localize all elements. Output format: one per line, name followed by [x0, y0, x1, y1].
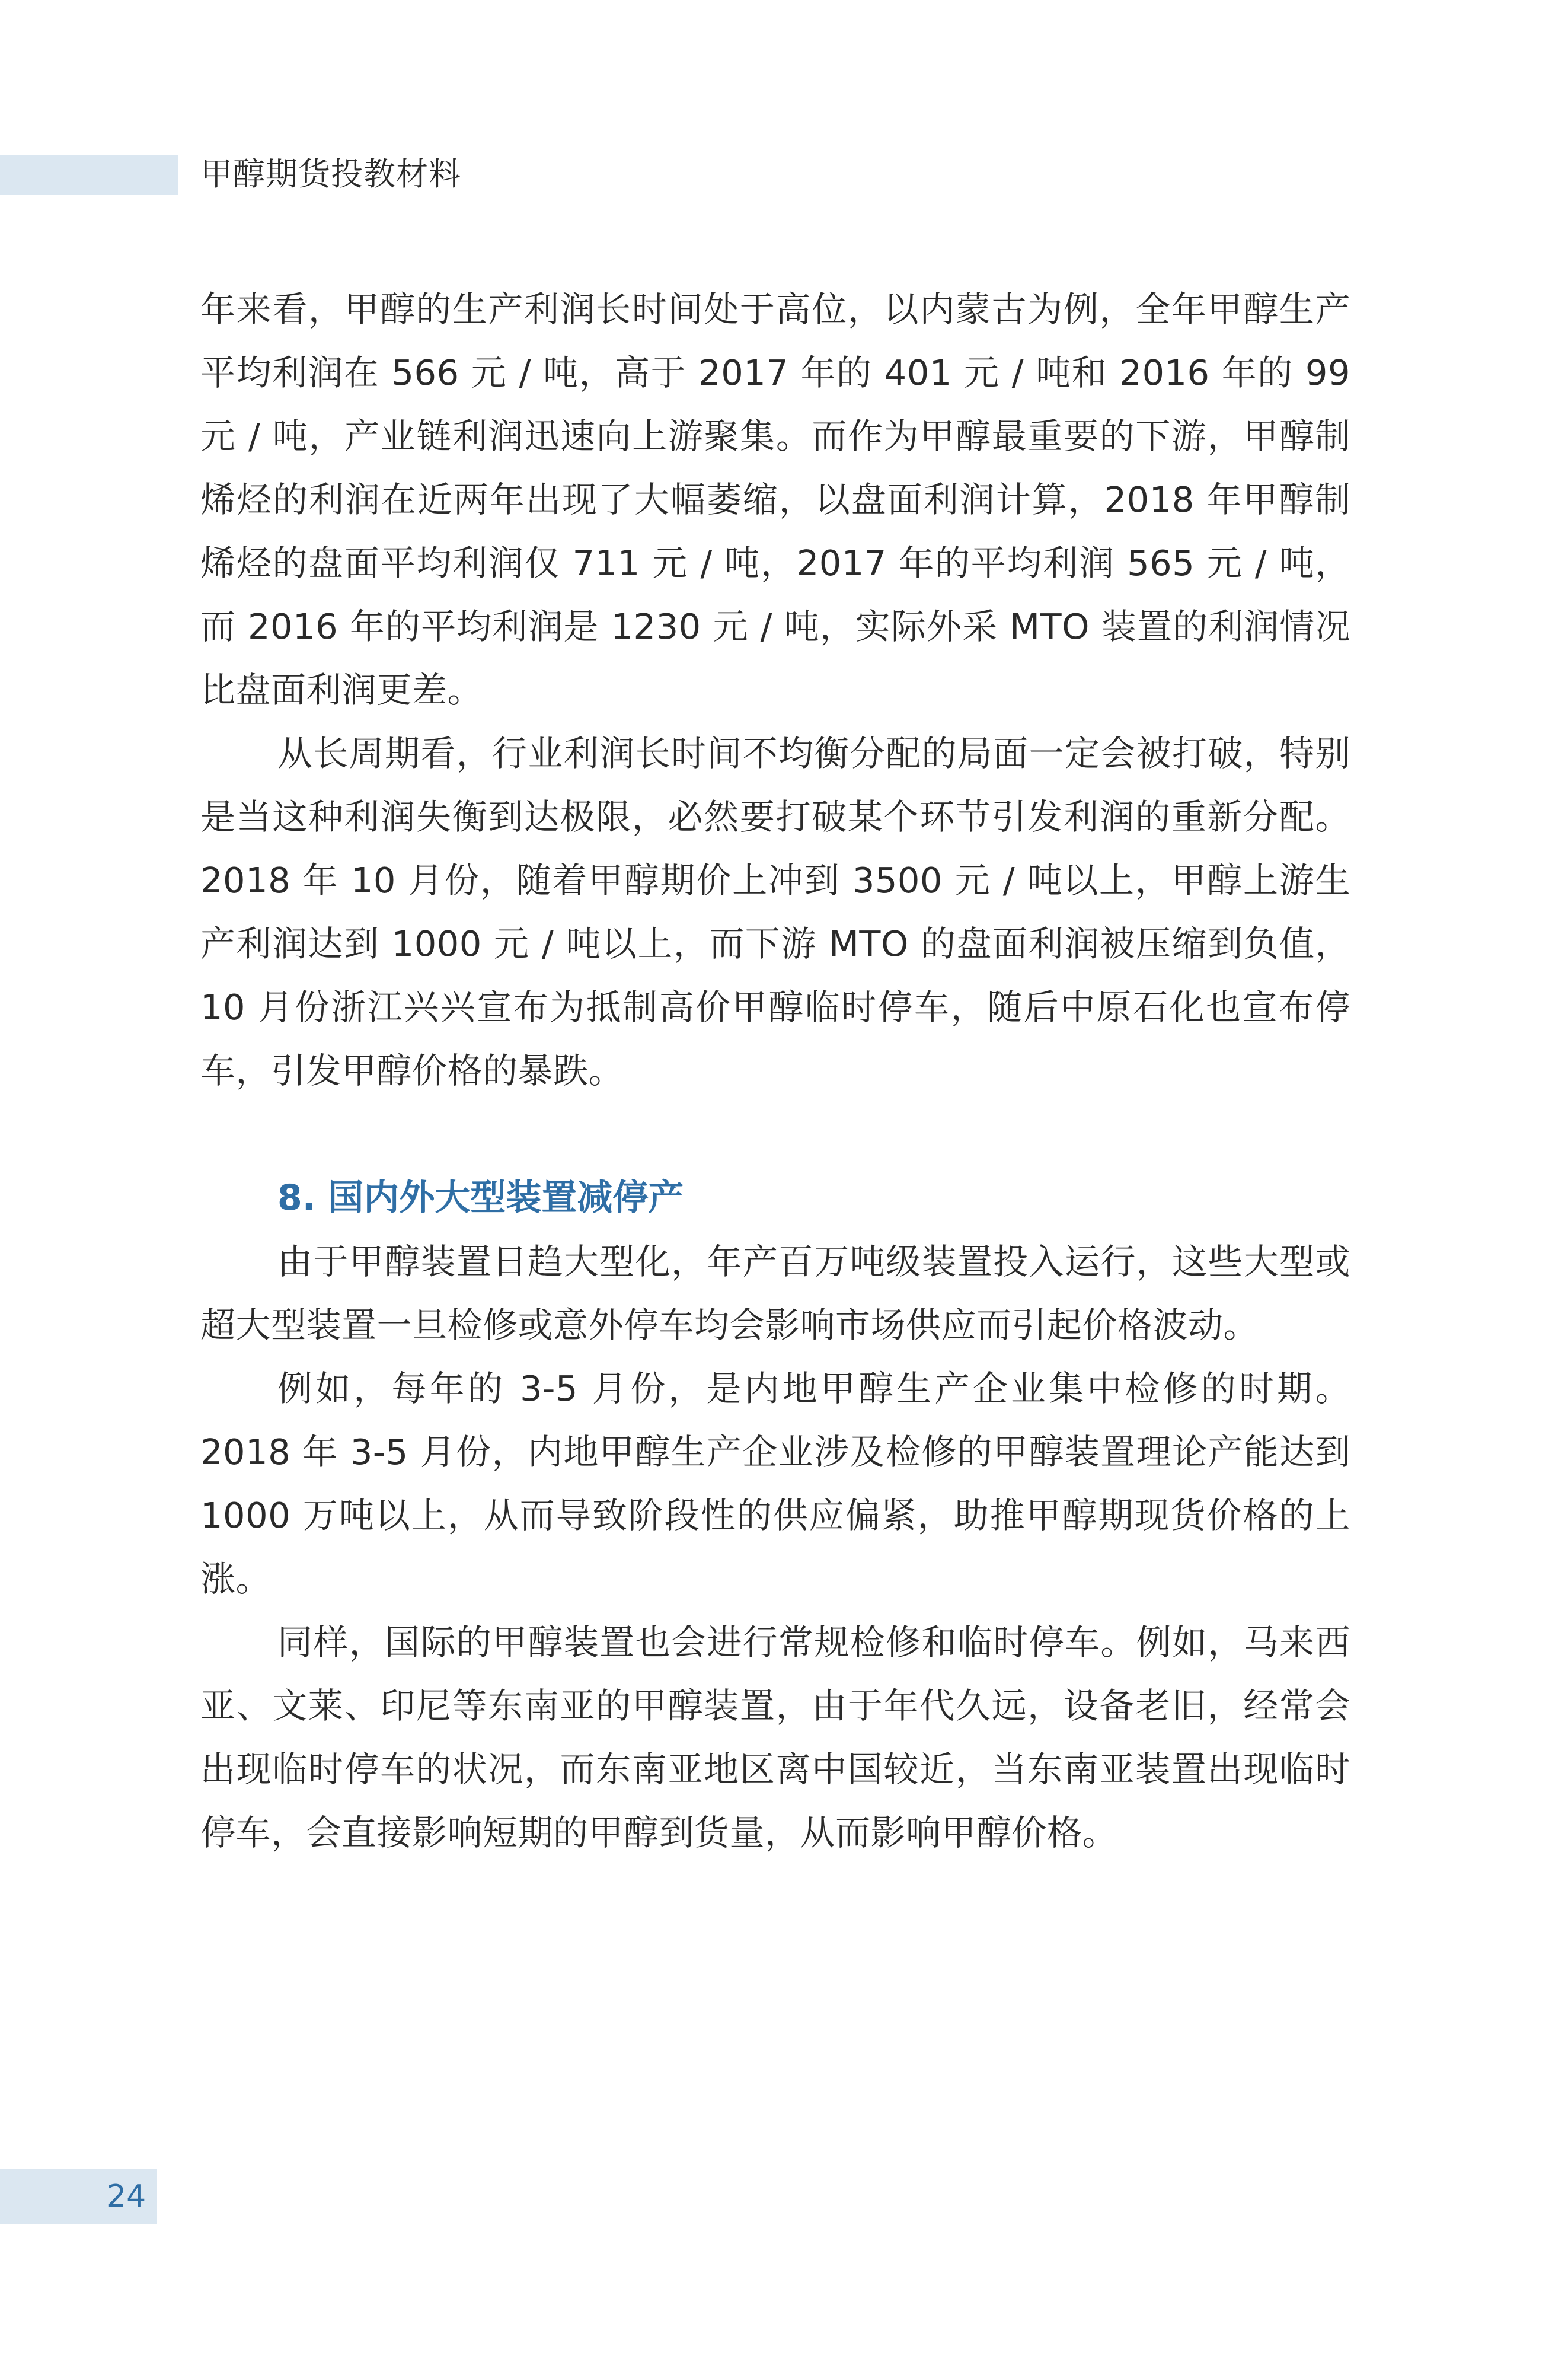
- page-header-title: 甲醇期货投教材料: [200, 155, 461, 193]
- paragraph-4: 例如，每年的 3-5 月份，是内地甲醇生产企业集中检修的时期。2018 年 3-5 月份，内地甲醇生产企业涉及检修的甲醇装置理论产能达到 1000 万吨以上，从而导致阶段性的供应偏紧，助推甲醇期现货价格的上涨。: [200, 1368, 1350, 1599]
- section-heading: 8. 国内外大型装置减停产: [277, 1177, 684, 1219]
- header-accent-bar: [0, 155, 178, 195]
- paragraph-3: 由于甲醇装置日趋大型化，年产百万吨级装置投入运行，这些大型或超大型装置一旦检修或意外停车均会影响市场供应而引起价格波动。: [200, 1241, 1350, 1346]
- paragraph-5: 同样，国际的甲醇装置也会进行常规检修和临时停车。例如，马来西亚、文莱、印尼等东南亚的甲醇装置，由于年代久远，设备老旧，经常会出现临时停车的状况，而东南亚地区离中国较近，当东南亚装置出现临时停车，会直接影响短期的甲醇到货量，从而影响甲醇价格。: [200, 1622, 1350, 1853]
- paragraph-2: 从长周期看，行业利润长时间不均衡分配的局面一定会被打破，特别是当这种利润失衡到达极限，必然要打破某个环节引发利润的重新分配。2018 年 10 月份，随着甲醇期价上冲到 3500 元 / 吨以上，甲醇上游生产利润达到 1000 元 / 吨以上，而下游 MTO 的盘面利润被压缩到负值，10 月份浙江兴兴宣布为抵制高价甲醇临时停车，随后中原石化也宣布停车，引发甲醇价格的暴跌。: [200, 733, 1350, 1091]
- page-content: [200, 278, 1350, 1864]
- page-number: 24: [107, 2179, 146, 2214]
- paragraph-1: 年来看，甲醇的生产利润长时间处于高位，以内蒙古为例，全年甲醇生产平均利润在 566 元 / 吨，高于 2017 年的 401 元 / 吨和 2016 年的 99 元 / 吨，产业链利润迅速向上游聚集。而作为甲醇最重要的下游，甲醇制烯烃的利润在近两年出现了大幅萎缩，以盘面利润计算，2018 年甲醇制烯烃的盘面平均利润仅 711 元 / 吨，2017 年的平均利润 565 元 / 吨，而 2016 年的平均利润是 1230 元 / 吨，实际外采 MTO 装置的利润情况比盘面利润更差。: [200, 289, 1350, 710]
